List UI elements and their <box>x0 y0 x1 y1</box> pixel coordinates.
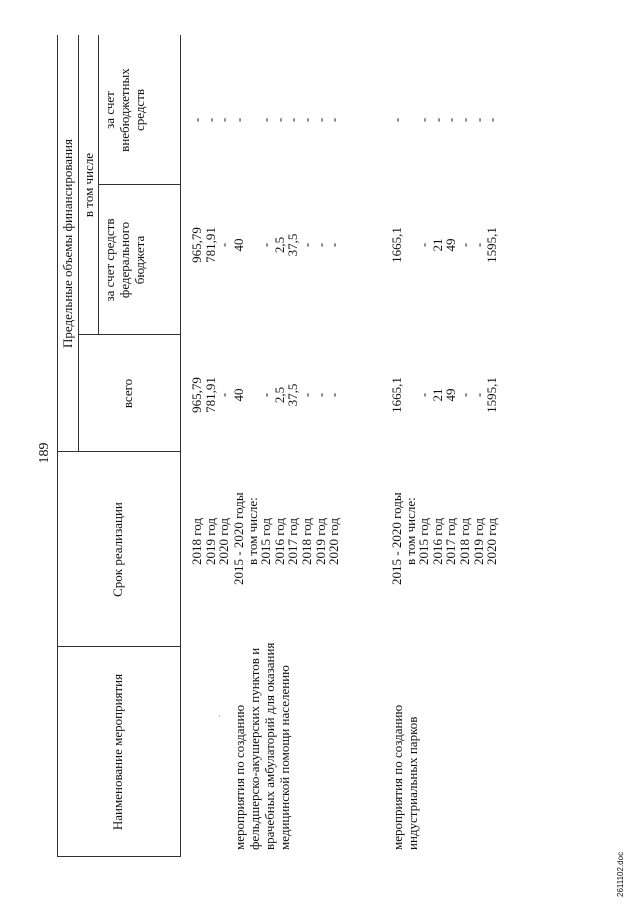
federal-cell: 37,5 <box>285 233 301 257</box>
period-cell: 2020 год <box>484 518 500 565</box>
header-extrabudget-line: за счет <box>102 91 117 129</box>
total-cell: - <box>456 392 472 398</box>
header-period: Срок реализации <box>110 502 125 597</box>
header-federal-line: за счет средств <box>102 218 117 302</box>
federal-cell: - <box>470 242 486 248</box>
federal-cell: - <box>258 242 274 248</box>
period-cell: 2017 год <box>443 518 459 565</box>
header-total: всего <box>120 378 135 409</box>
extra-cell: - <box>389 117 404 123</box>
row2-federal <box>232 210 341 280</box>
total-cell: - <box>298 392 314 398</box>
row2-name <box>232 642 292 850</box>
federal-cell: 40 <box>231 238 246 252</box>
header-extrabudget-line: средств <box>132 88 147 132</box>
row2-period <box>232 460 341 585</box>
row2-total <box>232 360 341 430</box>
row3-name <box>390 650 420 850</box>
period-cell: 2015 - 2020 годы <box>389 492 404 585</box>
name-line: мероприятия по созданию <box>232 704 247 850</box>
total-cell: - <box>258 392 274 398</box>
header-federal-line: бюджета <box>132 235 147 285</box>
federal-cell <box>246 210 260 280</box>
name-line: фельдшерско-акушерских пунктов и <box>247 647 262 850</box>
extra-cell: - <box>443 117 459 123</box>
row3-federal <box>390 210 499 280</box>
extra-cell: - <box>416 117 432 123</box>
federal-cell: 1665,1 <box>389 227 404 263</box>
total-cell: 1595,1 <box>484 377 500 413</box>
name-line: индустриальных парков <box>405 716 420 850</box>
extra-cell <box>404 105 418 135</box>
total-cell: 49 <box>443 388 459 402</box>
header-name: Наименование мероприятия <box>110 673 125 831</box>
federal-cell: 781,91 <box>202 227 218 263</box>
extra-cell: - <box>484 117 500 123</box>
including-underline <box>98 35 99 335</box>
extra-cell: - <box>429 117 445 123</box>
header-limits: Предельные объемы финансирования <box>60 139 75 348</box>
period-cell: 2019 год <box>202 518 218 565</box>
federal-cell: - <box>456 242 472 248</box>
row1-federal <box>190 210 231 280</box>
extra-cell: - <box>271 117 287 123</box>
extra-cell: - <box>258 117 274 123</box>
header-federal-line: федерального <box>117 221 132 299</box>
total-cell: - <box>326 392 342 398</box>
extra-cell: - <box>216 117 232 123</box>
header-including: в том числе <box>81 152 96 218</box>
federal-cell: - <box>298 242 314 248</box>
federal-cell: - <box>416 242 432 248</box>
row1-total <box>190 360 231 430</box>
federal-cell: - <box>326 242 342 248</box>
total-cell: 40 <box>231 388 246 402</box>
table-top-border <box>57 35 58 857</box>
extra-cell: - <box>470 117 486 123</box>
row2-extra <box>232 105 341 135</box>
period-cell: 2015 год <box>258 518 274 565</box>
total-cell: 2,5 <box>271 386 287 404</box>
extra-cell: - <box>285 117 301 123</box>
name-line: врачебных амбулаторий для оказания <box>262 642 277 850</box>
header-bottom-border <box>180 35 181 857</box>
federal-cell: 1595,1 <box>484 227 500 263</box>
total-cell: 1665,1 <box>389 377 404 413</box>
total-cell: 21 <box>429 388 445 402</box>
period-cell: 2018 год <box>456 518 472 565</box>
extra-cell: - <box>298 117 314 123</box>
extra-cell: - <box>202 117 218 123</box>
total-cell: 37,5 <box>285 383 301 407</box>
period-cell: 2018 год <box>298 518 314 565</box>
total-cell: - <box>216 392 232 398</box>
extra-cell: - <box>326 117 342 123</box>
name-line: медицинской помощи населению <box>277 665 292 850</box>
period-cell: 2017 год <box>285 518 301 565</box>
total-cell: 965,79 <box>189 377 204 413</box>
page-number: 189 <box>37 442 52 464</box>
extra-cell: - <box>189 117 204 123</box>
period-cell: 2015 год <box>416 518 432 565</box>
row3-extra <box>390 105 499 135</box>
period-cell: 2020 год <box>326 518 342 565</box>
period-cell: 2019 год <box>470 518 486 565</box>
federal-cell: 21 <box>429 238 445 252</box>
blank-mark: . <box>212 714 222 717</box>
federal-cell: - <box>216 242 232 248</box>
period-cell: 2018 год <box>189 518 204 565</box>
header-federal <box>102 185 147 335</box>
total-cell: - <box>470 392 486 398</box>
period-cell: 2019 год <box>312 518 328 565</box>
footer-filename: 2611102.doc <box>616 851 625 897</box>
federal-cell: 965,79 <box>189 227 204 263</box>
federal-cell: - <box>312 242 328 248</box>
extra-cell <box>246 105 260 135</box>
period-cell: в том числе: <box>244 497 260 565</box>
extra-cell: - <box>312 117 328 123</box>
period-cell: 2016 год <box>429 518 445 565</box>
total-cell: 781,91 <box>202 377 218 413</box>
federal-cell: 49 <box>443 238 459 252</box>
period-cell: 2015 - 2020 годы <box>231 492 246 585</box>
row1-extra <box>190 105 231 135</box>
extra-cell: - <box>456 117 472 123</box>
row1-period <box>190 465 231 565</box>
header-extrabudget <box>102 35 147 185</box>
total-cell <box>404 360 418 430</box>
name-line: мероприятия по созданию <box>390 704 405 850</box>
federal-cell: 2,5 <box>271 236 287 254</box>
extra-cell: - <box>231 117 246 123</box>
total-cell: - <box>416 392 432 398</box>
limits-underline <box>78 35 79 452</box>
total-cell: - <box>312 392 328 398</box>
total-cell <box>246 360 260 430</box>
federal-cell <box>404 210 418 280</box>
period-cell: 2016 год <box>271 518 287 565</box>
period-cell: в том числе: <box>402 497 418 565</box>
row3-period <box>390 460 499 585</box>
period-cell: 2020 год <box>216 518 232 565</box>
header-extrabudget-line: внебюджетных <box>117 68 132 152</box>
row3-total <box>390 360 499 430</box>
